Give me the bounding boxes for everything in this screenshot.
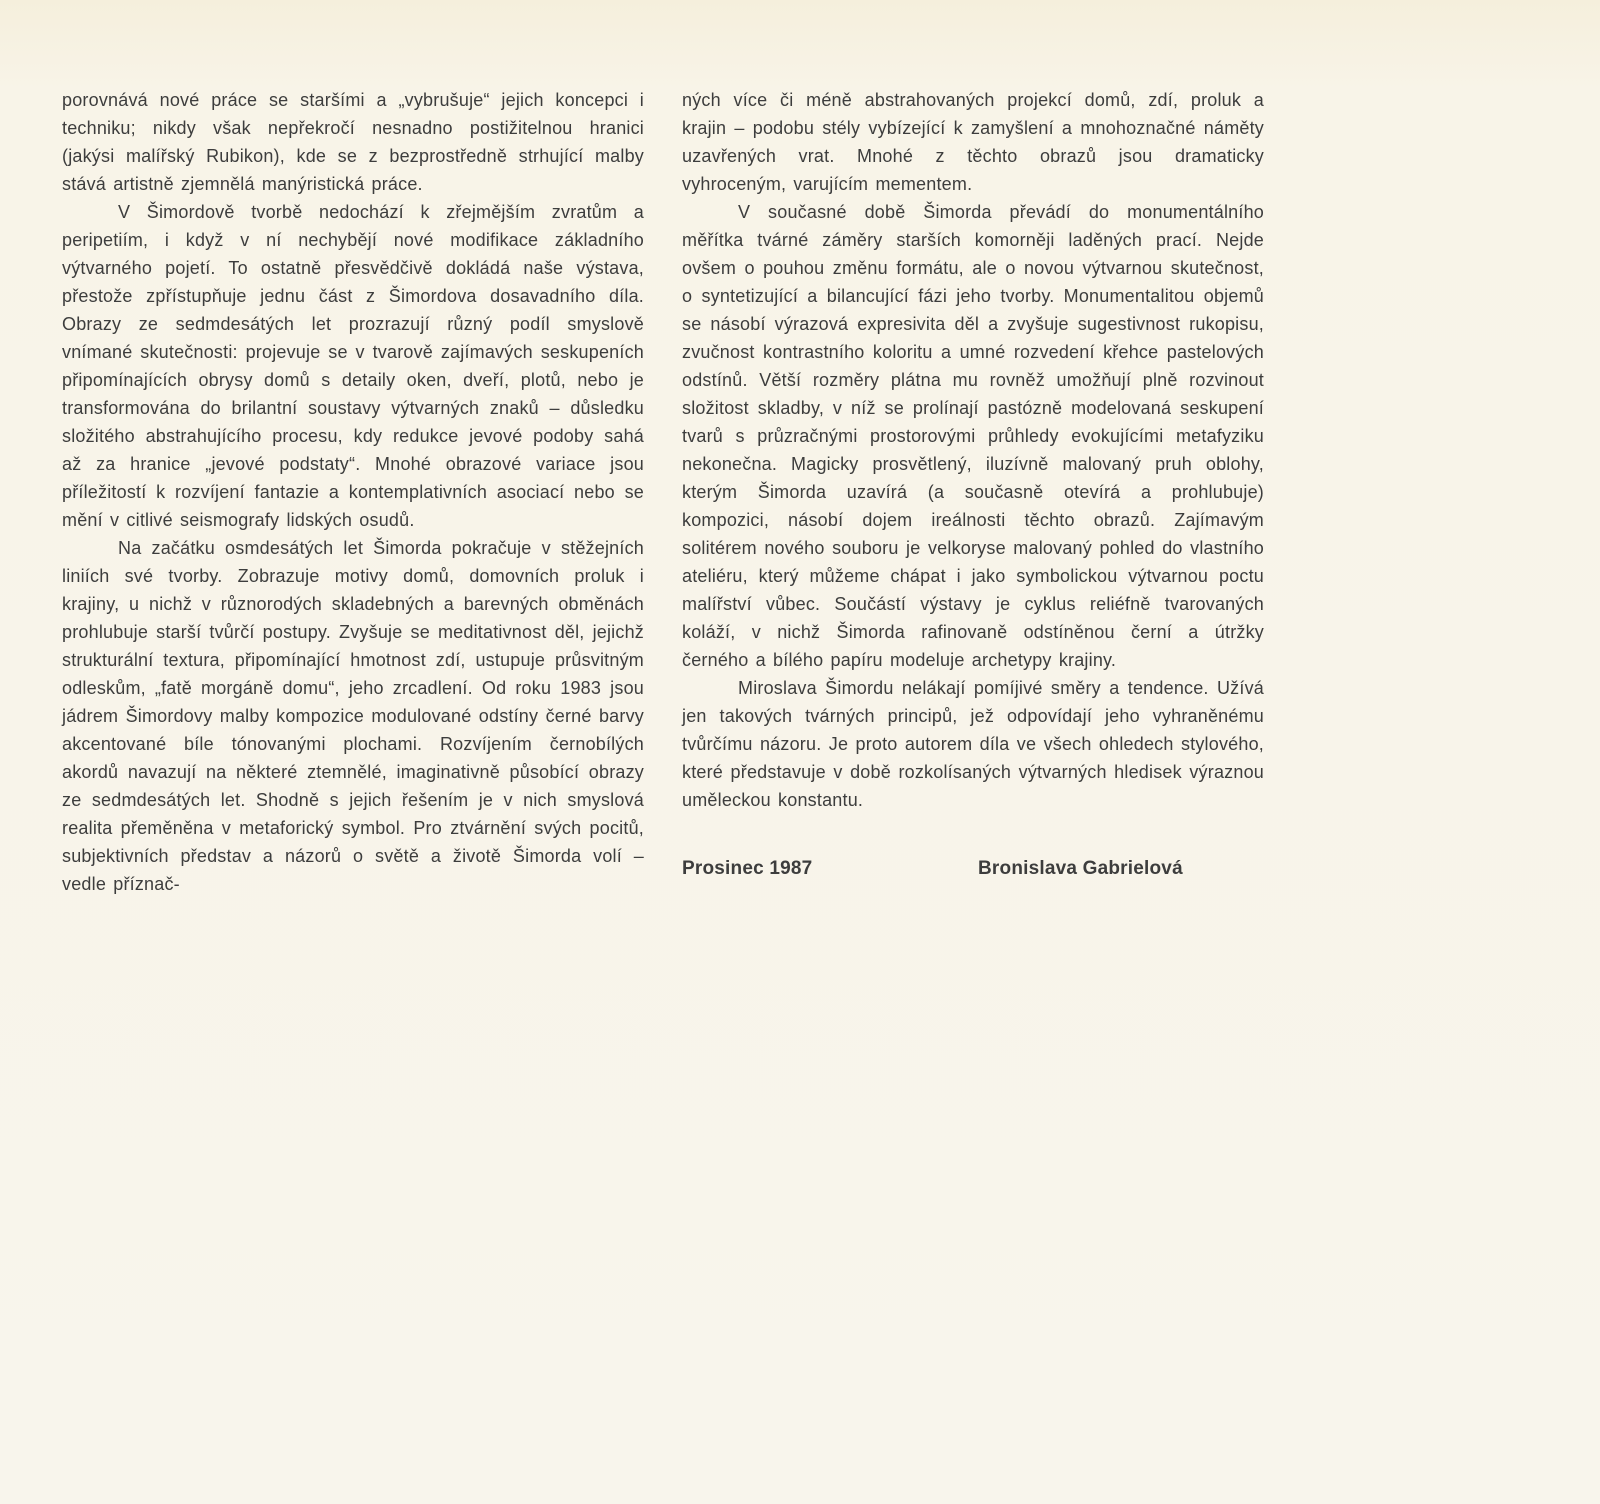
text-columns	[62, 86, 1600, 898]
author-name: Bronislava Gabrielová	[978, 858, 1183, 879]
left-column	[62, 86, 644, 898]
paragraph: V současné době Šimorda převádí do monumentálního měřítka tvárné záměry starších komorněji laděných prací. Nejde ovšem o pouhou změnu formátu, ale o novou výtvarnou skutečnost, o syntetizující a bilancující fázi jeho tvorby. Monumentalitou objemů se násobí výrazová expresivita děl a zvyšuje sugestivnost rukopisu, zvučnost kontrastního koloritu a umné rozvedení křehce pastelových odstínů. Větší rozměry plátna mu rovněž umožňují plně rozvinout složitost skladby, v níž se prolínají pastózně modelovaná seskupení tvarů s průzračnými prostorovými průhledy evokujícími metafyziku nekonečna. Magicky prosvětlený, iluzívně malovaný pruh oblohy, kterým Šimorda uzavírá (a současně otevírá a prohlubuje) kompozici, násobí dojem ireálnosti těchto obrazů. Zajímavým solitérem nového souboru je velkoryse malovaný pohled do vlastního ateliéru, který můžeme chápat i jako symbolickou výtvarnou poctu malířství vůbec. Součástí výstavy je cyklus reliéfně tvarovaných koláží, v nichž Šimorda rafinovaně odstíněnou černí a útržky černého a bílého papíru modeluje archetypy krajiny.	[682, 202, 1264, 670]
right-column	[682, 86, 1264, 880]
signature-row	[682, 858, 1264, 880]
paragraph-continuation: porovnává nové práce se staršími a „vybrušuje“ jejich koncepci i techniku; nikdy však nepřekročí nesnadno postižitelnou hranici (jakýsi malířský Rubikon), kde se z bezprostředně strhující malby stává artistně zjemnělá manýristická práce.	[62, 90, 644, 194]
paragraph: Na začátku osmdesátých let Šimorda pokračuje v stěžejních liniích své tvorby. Zobrazuje motivy domů, domovních proluk i krajiny, u nichž v různorodých skladebných a barevných obměnách prohlubuje starší tvůrčí postupy. Zvyšuje se meditativnost děl, jejichž strukturální textura, připomínající hmotnost zdí, ustupuje průsvitným odleskům, „fatě morgáně domu“, jeho zrcadlení. Od roku 1983 jsou jádrem Šimordovy malby kompozice modulované odstíny černé barvy akcentované bíle tónovanými plochami. Rozvíjením černobílých akordů navazují na některé ztemnělé, imaginativně působící obrazy ze sedmdesátých let. Shodně s jejich řešením je v nich smyslová realita přeměněna v metaforický symbol. Pro ztvárnění svých pocitů, subjektivních představ a názorů o světě a životě Šimorda volí – vedle příznač-	[62, 538, 644, 894]
paragraph: V Šimordově tvorbě nedochází k zřejmějším zvratům a peripetiím, i když v ní nechybějí nové modifikace základního výtvarného pojetí. To ostatně přesvědčivě dokládá naše výstava, přestože zpřístupňuje jednu část z Šimordova dosavadního díla. Obrazy ze sedmdesátých let prozrazují různý podíl smyslově vnímané skutečnosti: projevuje se v tvarově zajímavých seskupeních připomínajících obrysy domů s detaily oken, dveří, plotů, nebo je transformována do brilantní soustavy výtvarných znaků – důsledku složitého abstrahujícího procesu, kdy redukce jevové podoby sahá až za hranice „jevové podstaty“. Mnohé obrazové variace jsou příležitostí k rozvíjení fantazie a kontemplativních asociací nebo se mění v citlivé seismografy lidských osudů.	[62, 202, 644, 530]
publication-date: Prosinec 1987	[682, 858, 813, 879]
paragraph: Miroslava Šimordu nelákají pomíjivé směry a tendence. Užívá jen takových tvárných principů, jež odpovídají jeho vyhraněnému tvůrčímu názoru. Je proto autorem díla ve všech ohledech stylového, které představuje v době rozkolísaných výtvarných hledisek výraznou uměleckou konstantu.	[682, 678, 1264, 810]
paragraph-continuation: ných více či méně abstrahovaných projekcí domů, zdí, proluk a krajin – podobu stély vybízející k zamyšlení a mnohoznačné náměty uzavřených vrat. Mnohé z těchto obrazů jsou dramaticky vyhroceným, varujícím mementem.	[682, 90, 1264, 194]
